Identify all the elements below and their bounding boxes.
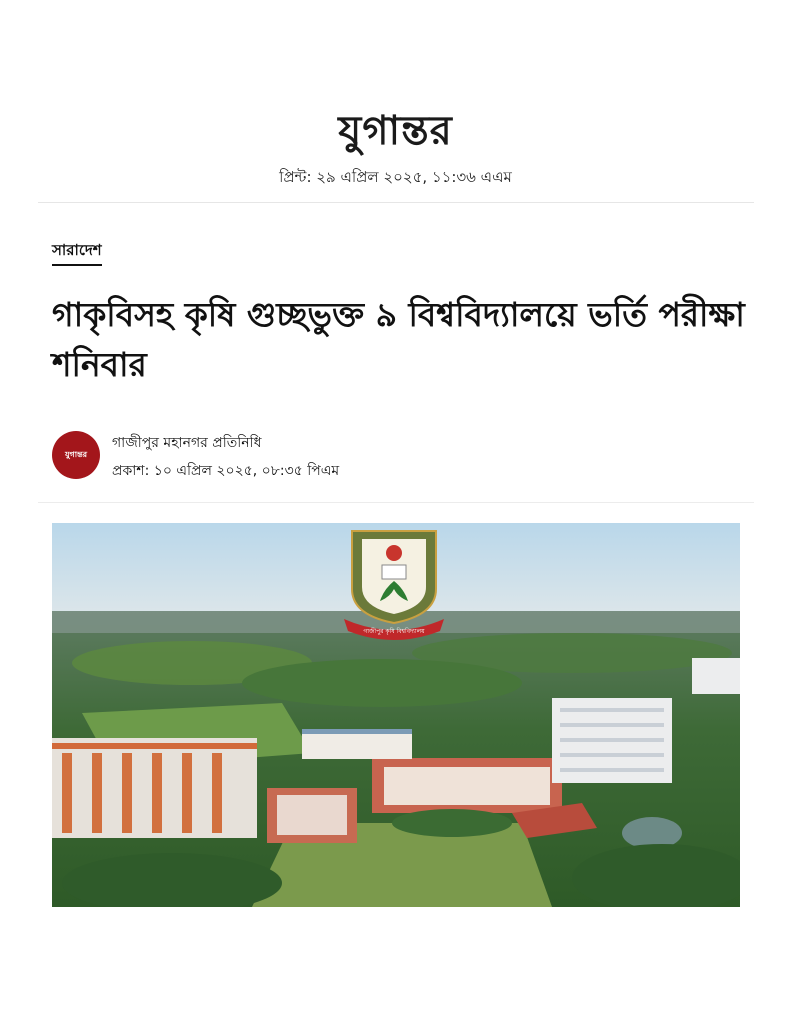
emblem-ribbon-text: গাজীপুর কৃষি বিশ্ববিদ্যালয় — [363, 628, 425, 635]
article-headline: গাকৃবিসহ কৃষি গুচ্ছভুক্ত ৯ বিশ্ববিদ্যালয়ে ভর্তি পরীক্ষা শনিবার — [52, 295, 745, 384]
site-logo[interactable]: যুগান্তর — [338, 107, 453, 154]
print-date: প্রিন্ট: ২৯ এপ্রিল ২০২৫, ১১:৩৬ এএম — [279, 168, 512, 186]
article-photo — [52, 523, 740, 907]
author-name: গাজীপুর মহানগর প্রতিনিধি — [112, 435, 262, 451]
category-link[interactable]: সারাদেশ — [52, 240, 102, 266]
campus-aerial-image — [52, 523, 740, 907]
logo-wrap[interactable] — [0, 108, 791, 154]
published-date: প্রকাশ: ১০ এপ্রিল ২০২৫, ০৮:৩৫ পিএম — [112, 463, 340, 479]
avatar-label: যুগান্তর — [64, 449, 88, 459]
header-divider — [38, 202, 754, 203]
author-avatar — [52, 431, 100, 479]
meta-divider — [38, 502, 754, 503]
